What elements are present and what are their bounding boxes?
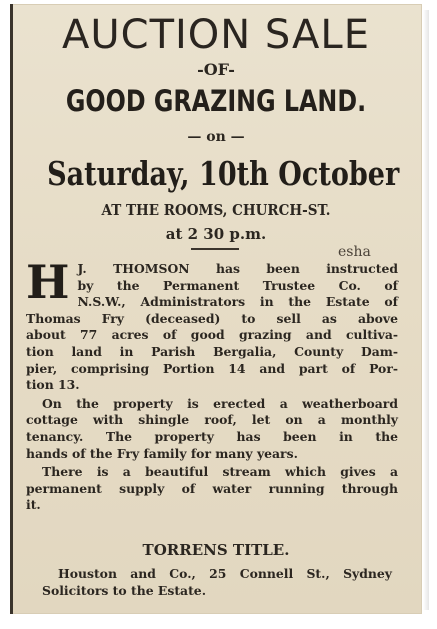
body-line: about 77 acres of good grazing and cultiva- bbox=[26, 327, 398, 343]
paragraph-2 bbox=[26, 396, 398, 462]
body-line: hands of the Fry family for many years. bbox=[26, 445, 298, 461]
body-line: J. THOMSON has been instructed bbox=[77, 261, 398, 276]
stray-text: esha bbox=[338, 244, 371, 260]
newspaper-clipping bbox=[10, 4, 422, 614]
solicitors-line: Houston and Co., 25 Connell St., Sydney bbox=[58, 566, 392, 581]
body-line: by the Permanent Trustee Co. of bbox=[77, 277, 398, 293]
sale-date: Saturday, 10th October bbox=[47, 154, 400, 193]
solicitors-line: Solicitors to the Estate. bbox=[42, 582, 207, 598]
body-line: On the property is erected a weatherboard bbox=[42, 395, 398, 411]
column-rule bbox=[10, 4, 13, 614]
subhead: GOOD GRAZING LAND. bbox=[65, 84, 367, 118]
solicitors bbox=[42, 566, 392, 599]
body-line: tenancy. The property has been in the bbox=[26, 428, 398, 444]
paragraph-1 bbox=[26, 255, 398, 394]
headline: AUCTION SALE bbox=[62, 12, 370, 58]
page-shadow bbox=[423, 10, 429, 610]
paragraph-3 bbox=[26, 464, 398, 514]
body-line: pier, comprising Portion 14 and part of Por- bbox=[26, 360, 398, 376]
body-line: N.S.W., Administrators in the Estate of bbox=[77, 294, 398, 310]
body-line: Thomas Fry (deceased) to sell as above bbox=[26, 310, 398, 326]
sale-time: at 2 30 p.m. bbox=[165, 225, 267, 243]
divider bbox=[191, 248, 239, 250]
body-line: permanent supply of water running through bbox=[26, 480, 398, 496]
body-line: tion land in Parish Bergalia, County Dam- bbox=[26, 343, 398, 359]
title-line: TORRENS TITLE. bbox=[142, 541, 290, 559]
body-line: There is a beautiful stream which gives a bbox=[42, 464, 398, 480]
venue: AT THE ROOMS, CHURCH-ST. bbox=[101, 201, 331, 219]
body-line: cottage with shingle roof, let on a monthly bbox=[26, 412, 398, 428]
advert-body bbox=[26, 255, 398, 514]
body-line: it. bbox=[26, 497, 41, 513]
body-line: tion 13. bbox=[26, 377, 80, 393]
on-line: — on — bbox=[187, 129, 245, 145]
drop-cap: H bbox=[26, 255, 70, 309]
of-line: -OF- bbox=[197, 60, 235, 79]
